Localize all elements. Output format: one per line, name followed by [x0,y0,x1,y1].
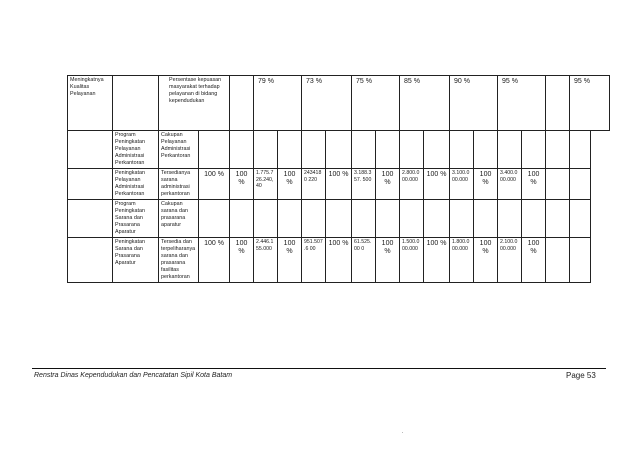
value-cell: 3.188.357. 500 [352,169,376,200]
value-cell: 1.500.0 00.000 [400,238,424,283]
value-cell: 100 % [326,169,352,200]
value-cell: 100 % [199,238,230,283]
program-cell: Program Peningkatan Pelayanan Administrasi Perkantoran [113,131,159,169]
value-cell: 2.446.1 55.000 [254,238,278,283]
target-cell: 85 % [400,76,450,131]
value-cell: 2.100.0 00.000 [498,238,522,283]
sasaran-cell: Meningkatnya Kualitas Pelayanan [68,76,113,131]
value-cell: 100 % [326,238,352,283]
value-cell: 100 % [474,238,498,283]
indikator-cell: Persentase kepuasan masyarakat terhadap pelayanan di bidang kependudukan [159,76,230,131]
target-cell: 90 % [450,76,498,131]
value-cell: 951.507.6 00 [302,238,326,283]
table-row [68,76,610,131]
renstra-table [67,75,610,283]
kegiatan-cell: Peningkatan Sarana dan Prasarana Aparatur [113,238,159,283]
value-cell: 100 % [278,169,302,200]
value-cell: 2.800.0 00.000 [400,169,424,200]
value-cell: 100 % [376,238,400,283]
table-row [68,131,610,169]
value-cell: 3.100.0 00.000 [450,169,474,200]
page-number: Page 53 [566,371,596,380]
value-cell: 1.800.0 00.000 [450,238,474,283]
value-cell: 100 % [522,238,546,283]
value-cell: 1.775.7 26.240, 40 [254,169,278,200]
value-cell: 100 % [230,238,254,283]
value-cell: 2434180 220 [302,169,326,200]
value-cell: 100 % [424,169,450,200]
value-cell: 100 % [230,169,254,200]
indikator-cell: Cakupan sarana dan prasarana aparatur [159,200,199,238]
target-cell: 73 % [302,76,352,131]
table-row [68,238,610,283]
target-cell: 95 % [498,76,546,131]
value-cell: 100 % [376,169,400,200]
value-cell: 3.400.0 00.000 [498,169,522,200]
value-cell: 100 % [199,169,230,200]
target-cell: 79 % [254,76,302,131]
footer-title: Renstra Dinas Kependudukan dan Pencatatan Sipil Kota Batam [34,372,233,379]
target-cell: 75 % [352,76,400,131]
value-cell: 100 % [474,169,498,200]
table-row [68,169,610,200]
indikator-cell: Tersedianya sarana administrasi perkantoran [159,169,199,200]
value-cell: 61.525.00 0 [352,238,376,283]
program-cell: Program Peningkatan Sarana dan Prasarana Aparatur [113,200,159,238]
value-cell: 100 % [522,169,546,200]
target-cell: 95 % [570,76,610,131]
value-cell: 100 % [424,238,450,283]
table-row [68,200,610,238]
kegiatan-cell: Peningkatan Pelayanan Administrasi Perkantoran [113,169,159,200]
value-cell: 100 % [278,238,302,283]
footer-divider [32,368,606,369]
indikator-cell: Tersedia dan terpeliharanya sarana dan prasarana fasilitas perkantoran [159,238,199,283]
indikator-cell: Cakupan Pelayanan Administrasi Perkantoran [159,131,199,169]
scan-speck [402,432,403,433]
